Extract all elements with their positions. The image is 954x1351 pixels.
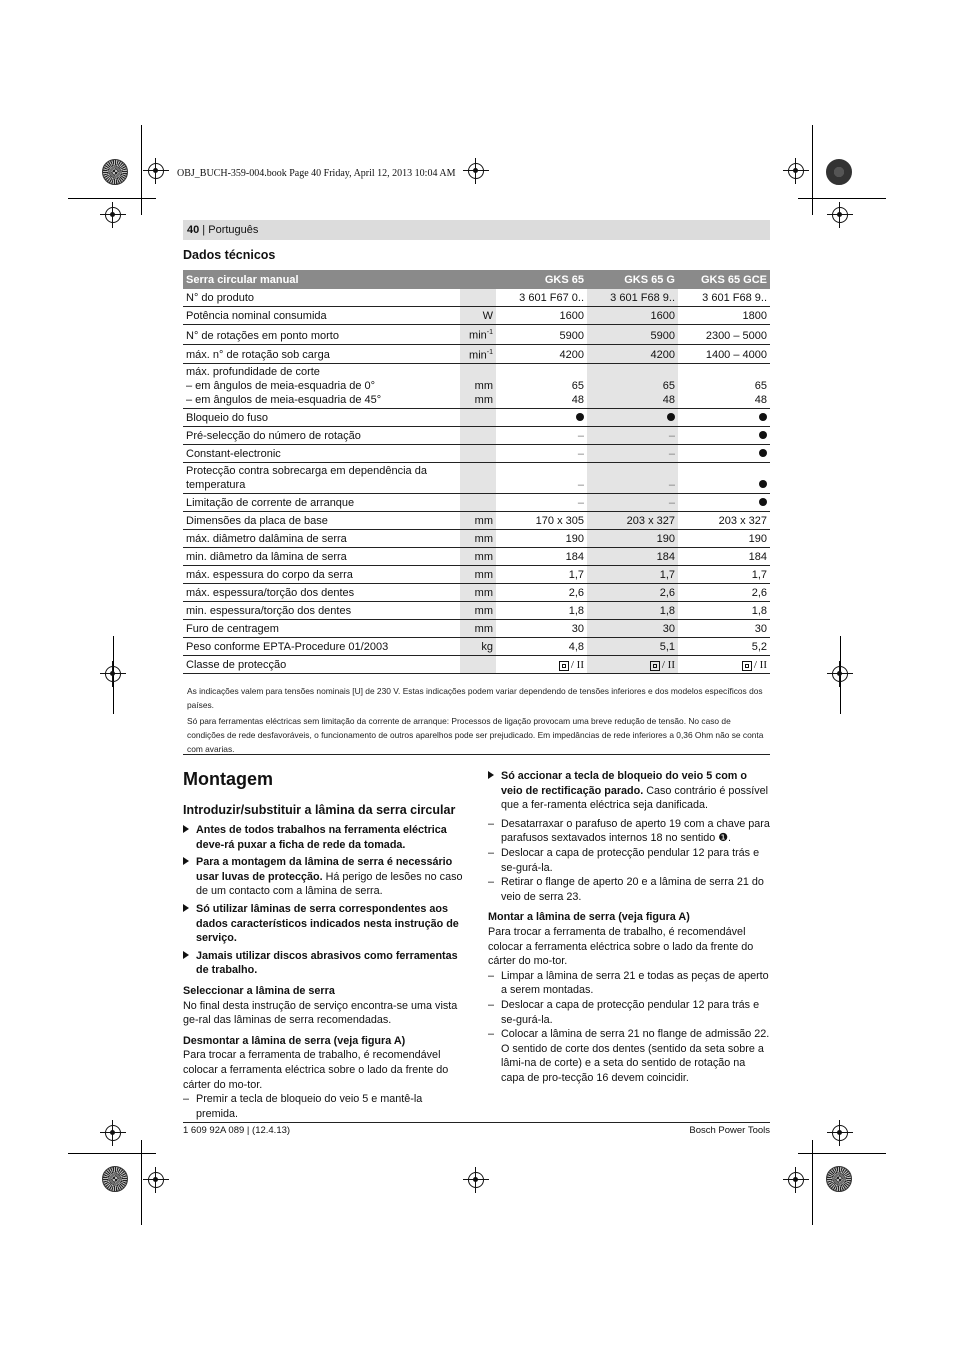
triangle-bullet-icon (488, 769, 494, 784)
color-rosette-icon (826, 1166, 852, 1192)
value-cell: 3 601 F68 9.. (587, 289, 678, 307)
value-cell: 5900 (587, 325, 678, 345)
row-label-cell: máx. diâmetro dalâmina de serra (183, 530, 460, 548)
tech-data-table (183, 270, 770, 674)
unit-cell (460, 656, 496, 674)
paragraph-heading: Seleccionar a lâmina de serra (183, 984, 335, 997)
value-cell: – (496, 427, 587, 445)
value-cell: 203 x 327 (678, 512, 770, 530)
value-cell (587, 409, 678, 427)
table-header-cell: Serra circular manual (183, 270, 460, 289)
table-row (183, 409, 770, 427)
footer-right: Bosch Power Tools (689, 1125, 770, 1136)
value-cell: – (587, 445, 678, 463)
table-row (183, 494, 770, 512)
table-header-cell: GKS 65 G (587, 270, 678, 289)
value-cell (678, 409, 770, 427)
step-item: – Desatarraxar o parafuso de aperto 19 com a chave para parafusos sextavados internos 18 no sentido ❶. (488, 817, 770, 845)
table-header-row (183, 270, 770, 289)
bullet-icon (759, 431, 767, 439)
value-cell (678, 494, 770, 512)
table-row (183, 344, 770, 364)
warning-item: Só utilizar lâminas de serra correspondentes aos dados característicos indicados nesta instrução de serviço. (183, 902, 467, 946)
row-label-cell: min. espessura/torção dos dentes (183, 602, 460, 620)
unit-cell: $\min^{-1}$ (460, 344, 496, 364)
paragraph: Para trocar a ferramenta de trabalho, é recomendável colocar a ferramenta eléctrica sobre o lado da frente do cárter do mo-tor. (183, 1049, 449, 1091)
row-label-cell: Peso conforme EPTA-Procedure 01/2003 (183, 638, 460, 656)
table-header-cell (460, 270, 496, 289)
step-item: – Limpar a lâmina de serra 21 e todas as peças de aperto a serem montadas. (488, 969, 769, 997)
value-cell: 3 601 F67 0.. (496, 289, 587, 307)
unit-cell: mm (460, 548, 496, 566)
table-row (183, 325, 770, 345)
value-cell: / II (587, 656, 678, 674)
protection-class-icon (742, 661, 752, 671)
table-row (183, 364, 770, 409)
right-column (488, 769, 770, 1085)
registration-mark-icon (148, 163, 164, 179)
table-row (183, 584, 770, 602)
step-item: – Deslocar a capa de protecção pendular 12 para trás e se-gurá-la. (488, 998, 760, 1026)
value-cell: 65 48 (678, 364, 770, 409)
registration-mark-icon (832, 207, 848, 223)
section-title: Montagem (183, 769, 273, 789)
table-row (183, 566, 770, 584)
unit-cell: $\min^{-1}$ (460, 325, 496, 345)
paragraph-heading: Montar a lâmina de serra (veja figura A) (488, 911, 690, 924)
row-label-cell: Protecção contra sobrecarga em dependência da temperatura (183, 463, 460, 494)
row-label-cell: Bloqueio do fuso (183, 409, 460, 427)
row-label-cell: Furo de centragem (183, 620, 460, 638)
row-label-cell: máx. profundidade de corte – em ângulos de meia-esquadria de 0° – em ângulos de meia-esquadria de 45° (183, 364, 460, 409)
value-cell: 1,8 (678, 602, 770, 620)
value-cell: 1,7 (496, 566, 587, 584)
value-cell: – (587, 427, 678, 445)
value-cell: 1,8 (496, 602, 587, 620)
registration-mark-icon (148, 1172, 164, 1188)
crop-mark (141, 125, 142, 215)
value-cell: 190 (587, 530, 678, 548)
value-cell: 170 x 305 (496, 512, 587, 530)
value-cell: 30 (496, 620, 587, 638)
footer-divider (183, 1122, 770, 1123)
page-header-bar: 40 | Português (183, 220, 770, 240)
value-cell: 184 (587, 548, 678, 566)
table-row (183, 445, 770, 463)
table-row (183, 620, 770, 638)
crop-mark (812, 125, 813, 215)
paragraph: No final desta instrução de serviço encontra-se uma vista ge-ral das lâminas de serra recomendadas. (183, 999, 458, 1027)
value-cell (678, 427, 770, 445)
value-cell: 5,2 (678, 638, 770, 656)
row-label-cell: N° de rotações em ponto morto (183, 325, 460, 345)
value-cell: 203 x 327 (587, 512, 678, 530)
registration-mark-icon (105, 207, 121, 223)
registration-mark-icon (832, 666, 848, 682)
value-cell: / II (678, 656, 770, 674)
value-cell: 4200 (496, 344, 587, 364)
value-cell: 30 (587, 620, 678, 638)
table-header-cell: GKS 65 GCE (678, 270, 770, 289)
value-cell: 2,6 (678, 584, 770, 602)
row-label-cell: N° do produto (183, 289, 460, 307)
value-cell: 30 (678, 620, 770, 638)
page-number: 40 (187, 224, 200, 236)
row-label-cell: Constant-electronic (183, 445, 460, 463)
table-row (183, 307, 770, 325)
note-start-current: Só para ferramentas eléctricas sem limitação da corrente de arranque: Processos de ligação provocam uma breve redução de tensão. No caso de condições de rede desfavoráveis, o funcionamento de outros aparelhos pode ser prejudicado. Em impedâncias de rede inferiores a 0,36 Ohm não se conta com avarias. (187, 716, 764, 754)
value-cell: 1,7 (678, 566, 770, 584)
row-label-cell: máx. espessura do corpo da serra (183, 566, 460, 584)
registration-mark-icon (468, 163, 484, 179)
bullet-icon (759, 449, 767, 457)
value-cell: 5900 (496, 325, 587, 345)
value-cell: / II (496, 656, 587, 674)
protection-class-icon (559, 661, 569, 671)
warning-item: Só accionar a tecla de bloqueio do veio 5 com o veio de rectificação parado. Caso contrário é possível que a fer-ramenta eléctrica seja danificada. (488, 769, 770, 813)
registration-mark-icon (105, 666, 121, 682)
row-label-cell: Classe de protecção (183, 656, 460, 674)
step-item: – Deslocar a capa de protecção pendular 12 para trás e se-gurá-la. (488, 846, 760, 874)
unit-cell: mm (460, 512, 496, 530)
value-cell: 1600 (496, 307, 587, 325)
color-rosette-icon (102, 159, 128, 185)
protection-class-icon (650, 661, 660, 671)
row-label-cell: Potência nominal consumida (183, 307, 460, 325)
value-cell: – (496, 445, 587, 463)
triangle-bullet-icon (183, 855, 189, 870)
unit-cell (460, 427, 496, 445)
value-cell: 184 (496, 548, 587, 566)
value-cell: 2,6 (496, 584, 587, 602)
row-label-cell: Pré-selecção do número de rotação (183, 427, 460, 445)
table-row (183, 656, 770, 674)
warning-item: Para a montagem da lâmina de serra é necessário usar luvas de protecção. Há perigo de lesões no caso de um contacto com a lâmina de serra. (183, 855, 467, 899)
value-cell: – (587, 494, 678, 512)
table-row (183, 512, 770, 530)
row-label-cell: máx. espessura/torção dos dentes (183, 584, 460, 602)
registration-mark-icon (788, 1172, 804, 1188)
value-cell: 2300 – 5000 (678, 325, 770, 345)
crop-mark (798, 1153, 886, 1154)
unit-cell: mm (460, 530, 496, 548)
step-item: – Retirar o flange de aperto 20 e a lâmina de serra 21 do veio de serra 23. (488, 876, 764, 903)
table-row (183, 548, 770, 566)
unit-cell: mm (460, 584, 496, 602)
value-cell: – (496, 463, 587, 494)
value-cell: 190 (678, 530, 770, 548)
unit-cell (460, 463, 496, 494)
value-cell (678, 445, 770, 463)
unit-cell: mm (460, 620, 496, 638)
table-row (183, 602, 770, 620)
subsection-title: Introduzir/substituir a lâmina da serra circular (183, 803, 456, 817)
value-cell: 1,7 (587, 566, 678, 584)
unit-cell (460, 494, 496, 512)
divider (183, 754, 770, 755)
table-row (183, 463, 770, 494)
table-row (183, 530, 770, 548)
value-cell: 3 601 F68 9.. (678, 289, 770, 307)
tech-data-heading: Dados técnicos (183, 248, 276, 262)
value-cell: 1,8 (587, 602, 678, 620)
bullet-icon (667, 413, 675, 421)
footer-left: 1 609 92A 089 | (12.4.13) (183, 1125, 291, 1136)
tech-notes (187, 684, 770, 758)
table-row (183, 427, 770, 445)
triangle-bullet-icon (183, 949, 189, 964)
value-cell: – (587, 463, 678, 494)
value-cell: 184 (678, 548, 770, 566)
color-rosette-icon (826, 159, 852, 185)
unit-cell: kg (460, 638, 496, 656)
value-cell: 65 48 (587, 364, 678, 409)
triangle-bullet-icon (183, 902, 189, 917)
note-voltage: As indicações valem para tensões nominais [U] de 230 V. Estas indicações podem variar dependendo de tensões inferiores e dos modelos específicos dos países. (187, 686, 763, 710)
registration-mark-icon (105, 1125, 121, 1141)
left-column (183, 766, 467, 1121)
paragraph-heading: Desmontar a lâmina de serra (veja figura A) (183, 1034, 406, 1047)
value-cell: 4200 (587, 344, 678, 364)
registration-mark-icon (832, 1125, 848, 1141)
unit-cell (460, 289, 496, 307)
unit-cell (460, 445, 496, 463)
page-language: Português (208, 224, 259, 236)
value-cell: 1400 – 4000 (678, 344, 770, 364)
color-rosette-icon (102, 1166, 128, 1192)
paragraph: Para trocar a ferramenta de trabalho, é recomendável colocar a ferramenta eléctrica sobre o lado da frente do cárter do mo-tor. (488, 925, 754, 968)
row-label-cell: máx. n° de rotação sob carga (183, 344, 460, 364)
value-cell: 1800 (678, 307, 770, 325)
table-row (183, 289, 770, 307)
triangle-bullet-icon (183, 823, 189, 838)
warning-item: Antes de todos trabalhos na ferramenta eléctrica deve-rá puxar a ficha de rede da tomada. (183, 823, 467, 852)
unit-cell: W (460, 307, 496, 325)
row-label-cell: Dimensões da placa de base (183, 512, 460, 530)
bullet-icon (759, 413, 767, 421)
bullet-icon (759, 498, 767, 506)
value-cell (678, 463, 770, 494)
value-cell: 190 (496, 530, 587, 548)
step-item: – Premir a tecla de bloqueio do veio 5 e mantê-la premida. (183, 1093, 423, 1120)
row-label-cell: min. diâmetro da lâmina de serra (183, 548, 460, 566)
value-cell: – (496, 494, 587, 512)
value-cell: 4,8 (496, 638, 587, 656)
crop-mark (798, 198, 886, 199)
unit-cell: mm mm (460, 364, 496, 409)
bullet-icon (759, 480, 767, 488)
value-cell: 1600 (587, 307, 678, 325)
value-cell: 65 48 (496, 364, 587, 409)
warning-item: Jamais utilizar discos abrasivos como ferramentas de trabalho. (183, 949, 467, 978)
bullet-icon (576, 413, 584, 421)
registration-mark-icon (788, 163, 804, 179)
table-header-cell: GKS 65 (496, 270, 587, 289)
unit-cell: mm (460, 602, 496, 620)
value-cell: 2,6 (587, 584, 678, 602)
unit-cell: mm (460, 566, 496, 584)
value-cell (496, 409, 587, 427)
registration-mark-icon (468, 1172, 484, 1188)
step-item: – Colocar a lâmina de serra 21 no flange de admissão 22. O sentido de corte dos dentes (sentido da seta sobre a lâmi-na de corte) e a seta do sentido de rotação na capa de pro-tecção 16 devem coincidir. (488, 1028, 770, 1084)
crop-mark (68, 1153, 156, 1154)
crop-mark (68, 198, 156, 199)
row-label-cell: Limitação de corrente de arranque (183, 494, 460, 512)
unit-cell (460, 409, 496, 427)
print-header: OBJ_BUCH-359-004.book Page 40 Friday, April 12, 2013 10:04 AM (177, 168, 456, 179)
table-row (183, 638, 770, 656)
value-cell: 5,1 (587, 638, 678, 656)
